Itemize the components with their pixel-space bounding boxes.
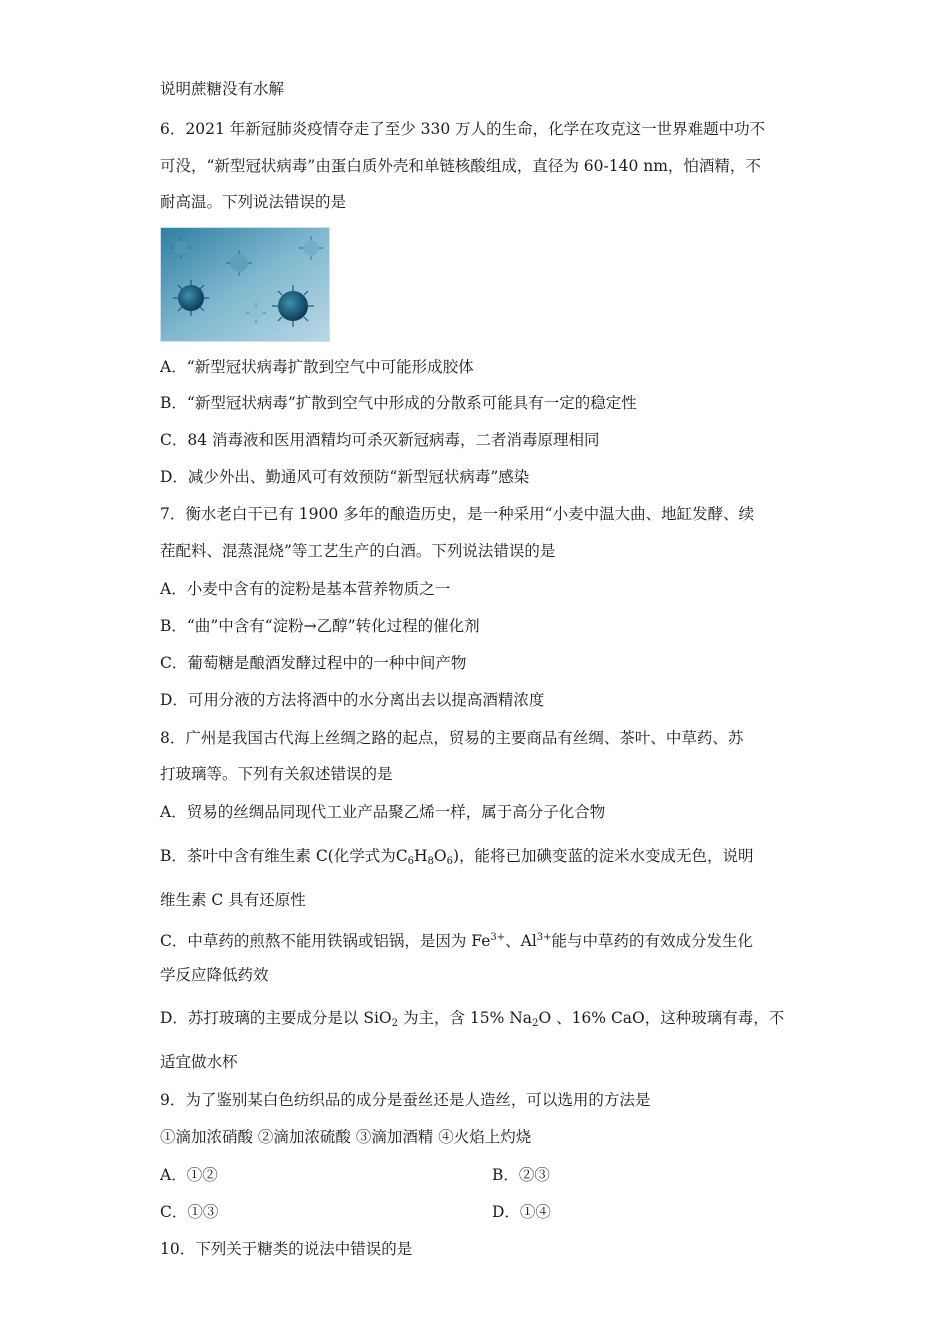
formula-subscript: 6 — [446, 856, 453, 867]
option-8a: A．贸易的丝绸品同现代工业产品聚乙烯一样，属于高分子化合物 — [160, 803, 606, 821]
option-8c-text-2: 、Al — [505, 932, 537, 950]
formula-element: C — [395, 847, 408, 865]
option-8d-text-3: O 、16% CaO，这种玻璃有毒，不 — [538, 1009, 785, 1027]
option-6c: C．84 消毒液和医用酒精均可杀灭新冠病毒，二者消毒原理相同 — [160, 431, 600, 449]
option-8c-text: C．中草药的煎熬不能用铁锅或铝锅，是因为 Fe — [160, 932, 491, 950]
option-8b-cont: 维生素 C 具有还原性 — [160, 891, 306, 909]
option-8c-cont: 学反应降低药效 — [160, 966, 269, 984]
question-7-stem: 7．衡水老白干已有 1900 多年的酿造历史，是一种采用“小麦中温大曲、地缸发酵、续 — [160, 505, 755, 523]
formula-subscript: 8 — [427, 856, 434, 867]
question-7-stem-2: 茬配料、混蒸混烧”等工艺生产的白酒。下列说法错误的是 — [160, 542, 556, 560]
option-7b: B．“曲”中含有“淀粉→乙醇”转化过程的催化剂 — [160, 617, 480, 635]
option-9d: D．①④ — [492, 1203, 551, 1221]
text-line: 说明蔗糖没有水解 — [160, 80, 285, 98]
question-6-stem-3: 耐高温。下列说法错误的是 — [160, 193, 347, 211]
ion-charge: 3+ — [536, 932, 552, 943]
virus-image — [160, 227, 330, 342]
option-7a: A．小麦中含有的淀粉是基本营养物质之一 — [160, 580, 451, 598]
option-6b: B．“新型冠状病毒”扩散到空气中形成的分散系可能具有一定的稳定性 — [160, 394, 637, 412]
formula-element: O — [433, 847, 447, 865]
option-7d: D．可用分液的方法将酒中的水分离出去以提高酒精浓度 — [160, 691, 545, 709]
formula-subscript: 2 — [532, 1018, 539, 1029]
option-6a: A．“新型冠状病毒扩散到空气中可能形成胶体 — [160, 358, 474, 376]
option-6d: D．减少外出、勤通风可有效预防“新型冠状病毒”感染 — [160, 468, 530, 486]
option-8b-text: B．茶叶中含有维生素 C(化学式为 — [160, 847, 396, 865]
option-7c: C．葡萄糖是酿酒发酵过程中的一种中间产物 — [160, 654, 467, 672]
formula-subscript: 6 — [407, 856, 414, 867]
option-8c-text-3: 能与中草药的有效成分发生化 — [551, 932, 754, 950]
option-8d-text: D．苏打玻璃的主要成分是以 SiO — [160, 1009, 392, 1027]
question-8-stem-2: 打玻璃等。下列有关叙述错误的是 — [160, 765, 393, 783]
option-8d — [160, 1007, 784, 1035]
question-6-stem: 6．2021 年新冠肺炎疫情夺走了至少 330 万人的生命，化学在攻克这一世界难题中功不 — [160, 120, 766, 138]
option-8b-text-2: )，能将已加碘变蓝的淀米水变成无色，说明 — [452, 847, 754, 865]
option-9b: B．②③ — [492, 1166, 550, 1184]
formula-element: H — [413, 847, 428, 865]
option-8b — [160, 845, 754, 873]
option-8d-text-2: 为主，含 15% Na — [398, 1009, 533, 1027]
option-9a: A．①② — [160, 1166, 218, 1184]
question-8-stem: 8．广州是我国古代海上丝绸之路的起点，贸易的主要商品有丝绸、茶叶、中草药、苏 — [160, 729, 744, 747]
option-8d-cont: 适宜做水杯 — [160, 1053, 238, 1071]
question-9-stem: 9．为了鉴别某白色纺织品的成分是蚕丝还是人造丝，可以选用的方法是 — [160, 1091, 651, 1109]
question-9-methods: ①滴加浓硝酸 ②滴加浓硫酸 ③滴加酒精 ④火焰上灼烧 — [160, 1128, 532, 1146]
option-9c: C．①③ — [160, 1203, 219, 1221]
question-6-stem-2: 可没，“新型冠状病毒”由蛋白质外壳和单链核酸组成，直径为 60-140 nm，怕酒精，不 — [160, 157, 761, 175]
formula-subscript: 2 — [391, 1018, 399, 1029]
question-10-stem: 10．下列关于糖类的说法中错误的是 — [160, 1240, 413, 1258]
ion-charge: 3+ — [490, 932, 506, 943]
option-8c — [160, 927, 753, 952]
